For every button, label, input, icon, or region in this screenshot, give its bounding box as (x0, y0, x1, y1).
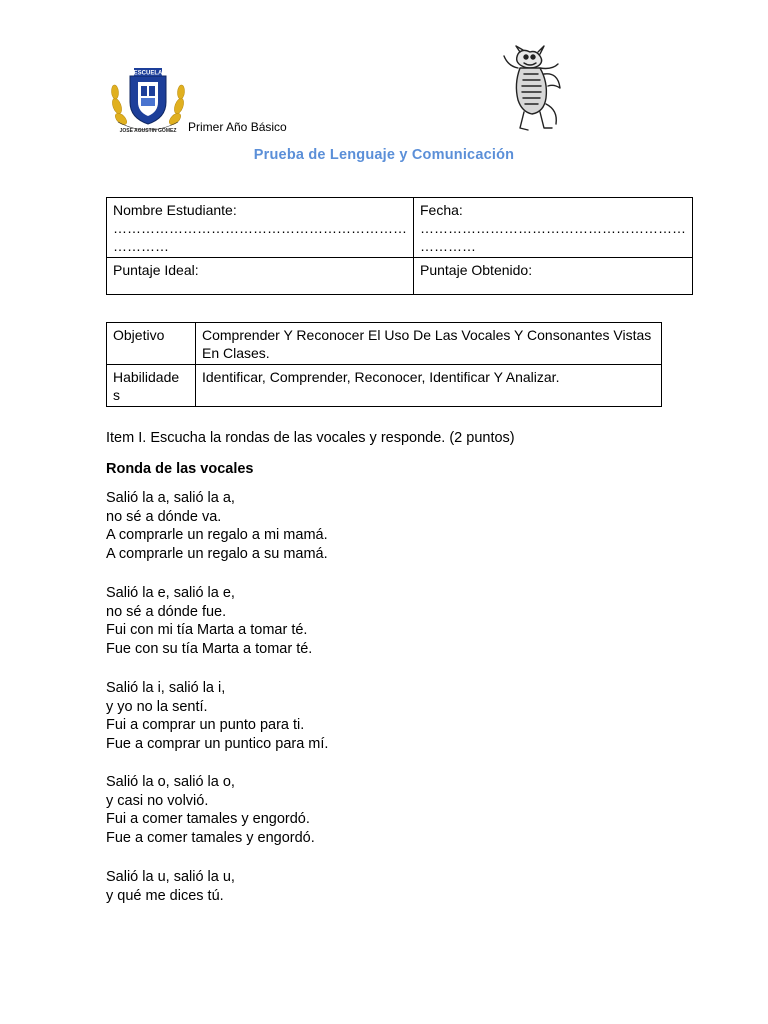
verse-line: Fui a comer tamales y engordó. (106, 811, 310, 827)
date-cell[interactable] (414, 198, 693, 258)
ideal-score-cell[interactable] (107, 258, 414, 295)
date-label: Fecha: (420, 202, 463, 218)
dragon-mascot-image (500, 44, 564, 136)
verse-line: Fue a comer tamales y engordó. (106, 829, 315, 846)
verse-line: no sé a dónde fue. (106, 603, 227, 620)
skills-label-line-1: Habilidade (113, 369, 180, 385)
test-title: Prueba de Lenguaje y Comunicación (253, 147, 515, 163)
song-verse (106, 868, 235, 905)
verse-line: Salió la a, salió la a, (106, 490, 235, 506)
verse-line: A comprarle un regalo a su mamá. (106, 545, 328, 562)
student-info-table (106, 197, 693, 295)
verse-line: y yo no la sentí. (106, 698, 208, 715)
verse-line: Fue a comprar un puntico para mí. (106, 735, 329, 752)
verse-line: A comprarle un regalo a mi mamá. (106, 527, 328, 543)
ideal-score-label: Puntaje Ideal: (113, 262, 199, 278)
skills-label (107, 365, 196, 407)
song-title: Ronda de las vocales (106, 461, 254, 477)
verse-line: Salió la o, salió la o, (106, 774, 235, 790)
song-verse (106, 489, 328, 563)
obtained-score-label: Puntaje Obtenido: (420, 262, 533, 278)
grade-label: Primer Año Básico (188, 120, 287, 134)
item-instruction: Item I. Escucha la rondas de las vocales y responde. (2 puntos) (106, 430, 515, 446)
verse-line: y qué me dices tú. (106, 887, 224, 904)
verse-line: Fue con su tía Marta a tomar té. (106, 640, 313, 657)
student-name-cell[interactable] (107, 198, 414, 258)
school-logo (108, 62, 188, 134)
verse-line: Fui a comprar un punto para ti. (106, 717, 305, 733)
svg-text:ESCUELA: ESCUELA (133, 70, 163, 77)
student-name-dots: ……………………………………………………… (113, 220, 407, 236)
date-dots-continued: ………… (420, 238, 476, 254)
objective-text: Comprender Y Reconocer El Uso De Las Vocales Y Consonantes Vistas En Clases. (196, 323, 662, 365)
skills-label-line-2: s (113, 387, 120, 403)
song-verse (106, 679, 328, 753)
skills-text: Identificar, Comprender, Reconocer, Identificar Y Analizar. (196, 365, 662, 407)
verse-line: Salió la i, salió la i, (106, 680, 226, 696)
song-verse (106, 584, 312, 658)
verse-line: Salió la e, salió la e, (106, 585, 235, 601)
verse-line: Salió la u, salió la u, (106, 869, 235, 885)
objective-table (106, 322, 662, 407)
student-name-label: Nombre Estudiante: (113, 202, 237, 218)
svg-text:JOSE AGUSTIN GOMEZ: JOSE AGUSTIN GOMEZ (119, 128, 177, 134)
obtained-score-cell[interactable] (414, 258, 693, 295)
verse-line: Fui con mi tía Marta a tomar té. (106, 622, 308, 638)
date-dots: ………………………………………………… (420, 220, 686, 236)
objective-label: Objetivo (107, 323, 196, 365)
song-verse (106, 773, 315, 847)
verse-line: y casi no volvió. (106, 792, 209, 809)
student-name-dots-continued: ………… (113, 238, 169, 254)
verse-line: no sé a dónde va. (106, 508, 222, 525)
